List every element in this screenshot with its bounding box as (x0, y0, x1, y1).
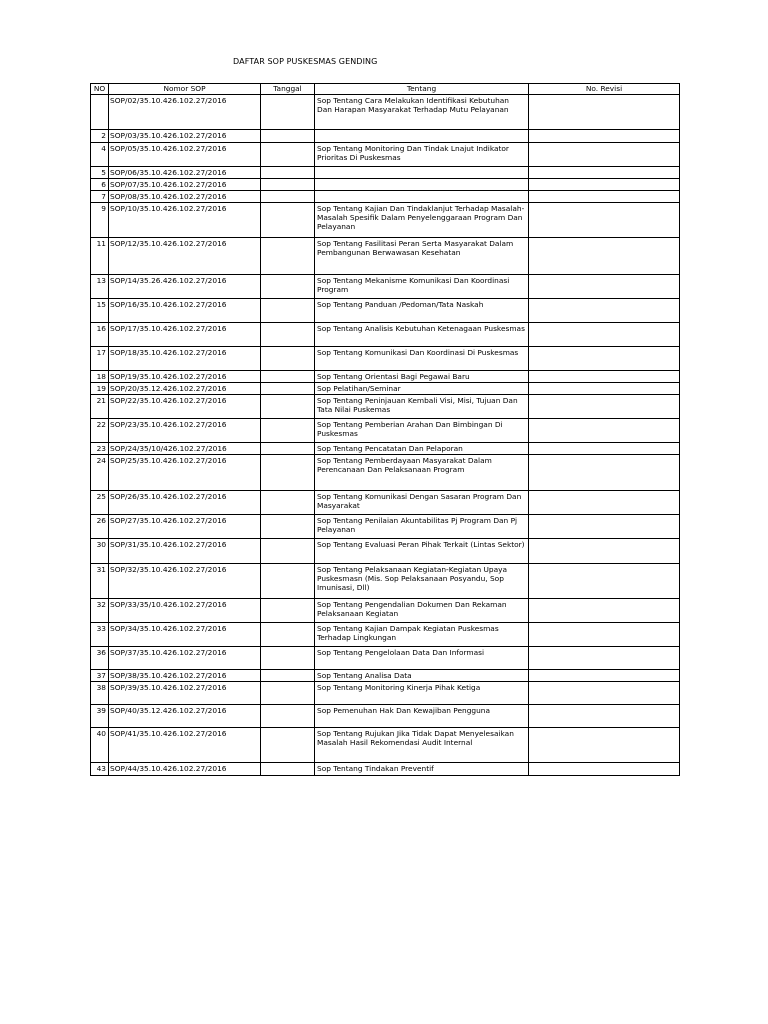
row-no-revisi (529, 143, 680, 167)
row-tanggal (261, 130, 315, 143)
row-no: 25 (91, 491, 109, 515)
row-no: 26 (91, 515, 109, 539)
row-no-revisi (529, 623, 680, 647)
row-tentang: Sop Tentang Pemberian Arahan Dan Bimbingan Di Puskesmas (315, 419, 529, 443)
row-nomor-sop: SOP/22/35.10.426.102.27/2016 (109, 395, 261, 419)
row-tanggal (261, 539, 315, 564)
row-tentang: Sop Tentang Cara Melakukan Identifikasi Kebutuhan Dan Harapan Masyarakat Terhadap Mutu Pelayanan (315, 95, 529, 130)
row-nomor-sop: SOP/33/35/10.426.102.27/2016 (109, 599, 261, 623)
row-nomor-sop: SOP/27/35.10.426.102.27/2016 (109, 515, 261, 539)
row-tentang (315, 191, 529, 203)
row-no: 30 (91, 539, 109, 564)
row-no (91, 95, 109, 130)
row-tentang: Sop Tentang Rujukan Jika Tidak Dapat Menyelesaikan Masalah Hasil Rekomendasi Audit Internal (315, 728, 529, 763)
row-no-revisi (529, 728, 680, 763)
row-tanggal (261, 395, 315, 419)
table-row (91, 143, 680, 167)
row-no-revisi (529, 371, 680, 383)
table-row (91, 179, 680, 191)
table-row (91, 564, 680, 599)
table-row (91, 238, 680, 275)
row-tentang: Sop Tentang Komunikasi Dan Koordinasi Di Puskesmas (315, 347, 529, 371)
row-no-revisi (529, 419, 680, 443)
row-no-revisi (529, 130, 680, 143)
row-no: 9 (91, 203, 109, 238)
table-row (91, 130, 680, 143)
table-row (91, 419, 680, 443)
row-nomor-sop: SOP/06/35.10.426.102.27/2016 (109, 167, 261, 179)
row-tanggal (261, 203, 315, 238)
row-no-revisi (529, 275, 680, 299)
table-row (91, 395, 680, 419)
row-tanggal (261, 670, 315, 682)
row-no-revisi (529, 515, 680, 539)
row-tanggal (261, 682, 315, 705)
row-nomor-sop: SOP/23/35.10.426.102.27/2016 (109, 419, 261, 443)
row-no-revisi (529, 238, 680, 275)
table-row (91, 623, 680, 647)
row-no: 4 (91, 143, 109, 167)
table-row (91, 191, 680, 203)
row-tentang: Sop Tentang Fasilitasi Peran Serta Masyarakat Dalam Pembangunan Berwawasan Kesehatan (315, 238, 529, 275)
row-tanggal (261, 323, 315, 347)
row-no: 31 (91, 564, 109, 599)
row-tentang: Sop Tentang Pengendalian Dokumen Dan Rekaman Pelaksanaan Kegiatan (315, 599, 529, 623)
row-nomor-sop: SOP/20/35.12.426.102.27/2016 (109, 383, 261, 395)
table-row (91, 443, 680, 455)
table-row (91, 371, 680, 383)
row-tentang: Sop Tentang Panduan /Pedoman/Tata Naskah (315, 299, 529, 323)
row-no: 21 (91, 395, 109, 419)
row-no-revisi (529, 682, 680, 705)
row-nomor-sop: SOP/38/35.10.426.102.27/2016 (109, 670, 261, 682)
row-tanggal (261, 623, 315, 647)
table-row (91, 515, 680, 539)
row-no: 37 (91, 670, 109, 682)
row-tentang: Sop Tentang Komunikasi Dengan Sasaran Program Dan Masyarakat (315, 491, 529, 515)
table-row (91, 599, 680, 623)
row-tentang: Sop Tentang Pencatatan Dan Pelaporan (315, 443, 529, 455)
row-no: 18 (91, 371, 109, 383)
row-tentang: Sop Tentang Kajian Dampak Kegiatan Puskesmas Terhadap Lingkungan (315, 623, 529, 647)
row-no-revisi (529, 383, 680, 395)
row-no: 6 (91, 179, 109, 191)
row-no-revisi (529, 395, 680, 419)
row-no-revisi (529, 455, 680, 491)
table-row (91, 383, 680, 395)
table-row (91, 323, 680, 347)
row-no: 5 (91, 167, 109, 179)
row-nomor-sop: SOP/40/35.12.426.102.27/2016 (109, 705, 261, 728)
row-nomor-sop: SOP/34/35.10.426.102.27/2016 (109, 623, 261, 647)
row-nomor-sop: SOP/14/35.26.426.102.27/2016 (109, 275, 261, 299)
row-tanggal (261, 515, 315, 539)
row-no: 24 (91, 455, 109, 491)
row-no: 39 (91, 705, 109, 728)
row-nomor-sop: SOP/12/35.10.426.102.27/2016 (109, 238, 261, 275)
row-tanggal (261, 347, 315, 371)
table-row (91, 299, 680, 323)
row-no: 38 (91, 682, 109, 705)
row-nomor-sop: SOP/24/35/10/426.102.27/2016 (109, 443, 261, 455)
row-no-revisi (529, 670, 680, 682)
row-nomor-sop: SOP/17/35.10.426.102.27/2016 (109, 323, 261, 347)
row-no-revisi (529, 564, 680, 599)
row-no-revisi (529, 191, 680, 203)
table-row (91, 682, 680, 705)
row-tanggal (261, 143, 315, 167)
header-no: NO (91, 84, 109, 95)
row-no: 23 (91, 443, 109, 455)
table-row (91, 728, 680, 763)
row-tanggal (261, 491, 315, 515)
row-no-revisi (529, 647, 680, 670)
row-tentang: Sop Pemenuhan Hak Dan Kewajiban Pengguna (315, 705, 529, 728)
table-row (91, 275, 680, 299)
row-no-revisi (529, 299, 680, 323)
row-no-revisi (529, 167, 680, 179)
row-tentang: Sop Tentang Pelaksanaan Kegiatan-Kegiatan Upaya Puskesmasn (Mis. Sop Pelaksanaan Posyandu, Sop Imunisasi, Dll) (315, 564, 529, 599)
row-no: 15 (91, 299, 109, 323)
row-nomor-sop: SOP/44/35.10.426.102.27/2016 (109, 763, 261, 776)
row-nomor-sop: SOP/05/35.10.426.102.27/2016 (109, 143, 261, 167)
row-tentang (315, 167, 529, 179)
row-tanggal (261, 179, 315, 191)
row-nomor-sop: SOP/07/35.10.426.102.27/2016 (109, 179, 261, 191)
row-no-revisi (529, 95, 680, 130)
table-header-row (91, 84, 680, 95)
row-nomor-sop: SOP/08/35.10.426.102.27/2016 (109, 191, 261, 203)
row-tanggal (261, 455, 315, 491)
row-tentang: Sop Tentang Pengelolaan Data Dan Informasi (315, 647, 529, 670)
row-tanggal (261, 647, 315, 670)
row-tanggal (261, 705, 315, 728)
row-tentang: Sop Tentang Orientasi Bagi Pegawai Baru (315, 371, 529, 383)
table-row (91, 95, 680, 130)
table-row (91, 763, 680, 776)
row-no: 2 (91, 130, 109, 143)
row-nomor-sop: SOP/18/35.10.426.102.27/2016 (109, 347, 261, 371)
row-no-revisi (529, 599, 680, 623)
row-tentang: Sop Tentang Penilaian Akuntabilitas Pj Program Dan Pj Pelayanan (315, 515, 529, 539)
row-tentang (315, 179, 529, 191)
document-title: DAFTAR SOP PUSKESMAS GENDING (233, 57, 378, 66)
row-tentang: Sop Tentang Tindakan Preventif (315, 763, 529, 776)
table-row (91, 203, 680, 238)
row-no: 36 (91, 647, 109, 670)
row-tanggal (261, 728, 315, 763)
sop-list-table (90, 83, 680, 776)
table-row (91, 670, 680, 682)
row-nomor-sop: SOP/41/35.10.426.102.27/2016 (109, 728, 261, 763)
row-tentang: Sop Pelatihan/Seminar (315, 383, 529, 395)
row-nomor-sop: SOP/10/35.10.426.102.27/2016 (109, 203, 261, 238)
row-nomor-sop: SOP/19/35.10.426.102.27/2016 (109, 371, 261, 383)
row-no-revisi (529, 323, 680, 347)
header-no-revisi: No. Revisi (529, 84, 680, 95)
table-row (91, 491, 680, 515)
row-nomor-sop: SOP/16/35.10.426.102.27/2016 (109, 299, 261, 323)
row-no: 22 (91, 419, 109, 443)
row-no: 32 (91, 599, 109, 623)
row-tanggal (261, 383, 315, 395)
row-tentang (315, 130, 529, 143)
table-row (91, 455, 680, 491)
row-tentang: Sop Tentang Kajian Dan Tindaklanjut Terhadap Masalah-Masalah Spesifik Dalam Penyelenggaraan Program Dan Pelayanan (315, 203, 529, 238)
row-tanggal (261, 238, 315, 275)
row-nomor-sop: SOP/31/35.10.426.102.27/2016 (109, 539, 261, 564)
row-no-revisi (529, 539, 680, 564)
row-no: 19 (91, 383, 109, 395)
row-nomor-sop: SOP/26/35.10.426.102.27/2016 (109, 491, 261, 515)
row-tentang: Sop Tentang Analisis Kebutuhan Ketenagaan Puskesmas (315, 323, 529, 347)
row-tanggal (261, 443, 315, 455)
row-tanggal (261, 763, 315, 776)
row-no-revisi (529, 491, 680, 515)
row-no-revisi (529, 203, 680, 238)
row-tanggal (261, 299, 315, 323)
row-no-revisi (529, 347, 680, 371)
table-row (91, 705, 680, 728)
row-tentang: Sop Tentang Monitoring Kinerja Pihak Ketiga (315, 682, 529, 705)
row-no: 33 (91, 623, 109, 647)
row-no: 43 (91, 763, 109, 776)
header-tentang: Tentang (315, 84, 529, 95)
row-nomor-sop: SOP/39/35.10.426.102.27/2016 (109, 682, 261, 705)
table-row (91, 539, 680, 564)
row-tentang: Sop Tentang Pemberdayaan Masyarakat Dalam Perencanaan Dan Pelaksanaan Program (315, 455, 529, 491)
table-row (91, 647, 680, 670)
row-tanggal (261, 564, 315, 599)
row-no-revisi (529, 443, 680, 455)
row-no: 40 (91, 728, 109, 763)
row-nomor-sop: SOP/02/35.10.426.102.27/2016 (109, 95, 261, 130)
row-no: 7 (91, 191, 109, 203)
table-row (91, 167, 680, 179)
row-tentang: Sop Tentang Analisa Data (315, 670, 529, 682)
header-nomor-sop: Nomor SOP (109, 84, 261, 95)
row-no: 16 (91, 323, 109, 347)
row-no-revisi (529, 763, 680, 776)
row-nomor-sop: SOP/03/35.10.426.102.27/2016 (109, 130, 261, 143)
row-tanggal (261, 599, 315, 623)
row-no-revisi (529, 705, 680, 728)
row-no: 11 (91, 238, 109, 275)
row-tanggal (261, 371, 315, 383)
row-no: 17 (91, 347, 109, 371)
row-nomor-sop: SOP/37/35.10.426.102.27/2016 (109, 647, 261, 670)
row-tanggal (261, 275, 315, 299)
header-tanggal: Tanggal (261, 84, 315, 95)
row-no-revisi (529, 179, 680, 191)
row-nomor-sop: SOP/32/35.10.426.102.27/2016 (109, 564, 261, 599)
table-row (91, 347, 680, 371)
row-tentang: Sop Tentang Peninjauan Kembali Visi, Misi, Tujuan Dan Tata Nilai Puskemas (315, 395, 529, 419)
row-no: 13 (91, 275, 109, 299)
row-tanggal (261, 167, 315, 179)
row-tanggal (261, 95, 315, 130)
row-tentang: Sop Tentang Evaluasi Peran Pihak Terkait (Lintas Sektor) (315, 539, 529, 564)
row-nomor-sop: SOP/25/35.10.426.102.27/2016 (109, 455, 261, 491)
row-tanggal (261, 191, 315, 203)
row-tentang: Sop Tentang Mekanisme Komunikasi Dan Koordinasi Program (315, 275, 529, 299)
row-tanggal (261, 419, 315, 443)
row-tentang: Sop Tentang Monitoring Dan Tindak Lnajut Indikator Prioritas Di Puskesmas (315, 143, 529, 167)
